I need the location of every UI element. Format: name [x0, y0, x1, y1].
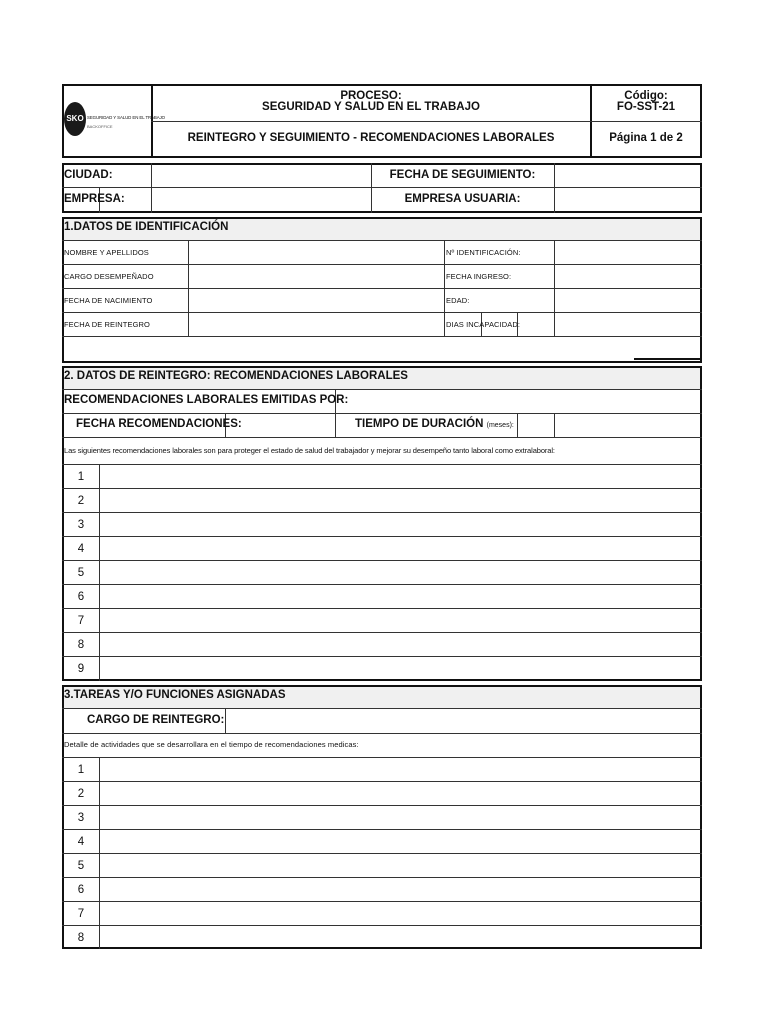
- section2-divider: [62, 413, 702, 414]
- section3-divider: [225, 708, 226, 733]
- signature-line: [634, 358, 700, 360]
- section1-divider: [62, 264, 702, 265]
- activity-row-field[interactable]: [100, 854, 700, 876]
- logo-text: SEGURIDAD Y SALUD EN EL TRABAJO: [87, 115, 165, 120]
- section1-table: [62, 217, 702, 363]
- activity-row-field[interactable]: [100, 806, 700, 828]
- tiempo-duracion-text: TIEMPO DE DURACIÓN: [355, 418, 484, 430]
- activity-row-number: 4: [77, 835, 85, 848]
- recommendation-row-field[interactable]: [100, 633, 700, 655]
- section2-divider: [62, 437, 702, 438]
- section2-title: 2. DATOS DE REINTEGRO: RECOMENDACIONES LABORALES: [64, 370, 408, 382]
- reintegro-label: FECHA DE REINTEGRO: [64, 320, 150, 329]
- recommendation-row-number: 5: [77, 566, 85, 579]
- general-divider: [151, 163, 152, 213]
- cargo-reintegro-label: CARGO DE REINTEGRO:: [87, 714, 225, 726]
- ingreso-label: FECHA INGRESO:: [446, 272, 512, 281]
- incapacidad-label: DIAS INCAPACIDAD:: [446, 320, 521, 329]
- codigo-value: FO-SST-21: [616, 101, 676, 113]
- codigo-label: Código:: [624, 90, 668, 102]
- recommendation-row-number: 8: [77, 638, 85, 651]
- section2-divider: [517, 413, 518, 437]
- recommendation-row-field[interactable]: [100, 465, 700, 487]
- recommendation-row-number: 3: [77, 518, 85, 531]
- activity-row-field[interactable]: [100, 758, 700, 780]
- general-divider: [554, 163, 555, 213]
- section1-divider: [444, 240, 445, 336]
- nacimiento-label: FECHA DE NACIMIENTO: [64, 296, 153, 305]
- logo-subtext: BACKOFFICE: [87, 124, 113, 129]
- form-title: REINTEGRO Y SEGUIMIENTO - RECOMENDACIONES LABORALES: [187, 132, 555, 144]
- general-divider: [62, 187, 702, 188]
- recommendation-row-field[interactable]: [100, 609, 700, 631]
- recommendation-row-field[interactable]: [100, 489, 700, 511]
- fecha-recomendaciones-label: FECHA RECOMENDACIONES:: [76, 418, 242, 430]
- activity-row-field[interactable]: [100, 878, 700, 900]
- recommendation-row-number: 6: [77, 590, 85, 603]
- section2-divider: [62, 389, 702, 390]
- recommendations-intro: Las siguientes recomendaciones laborales son para proteger el estado de salud del trabajador y mejorar su desempeño tanto laboral como extralaboral:: [64, 446, 555, 455]
- section3-title: 3.TAREAS Y/O FUNCIONES ASIGNADAS: [64, 689, 286, 701]
- section1-divider: [62, 288, 702, 289]
- section2-divider: [554, 413, 555, 437]
- activity-row-number: 1: [77, 763, 85, 776]
- activity-row-field[interactable]: [100, 926, 700, 948]
- activity-row-number: 6: [77, 883, 85, 896]
- section1-divider: [188, 240, 189, 336]
- proceso-value: SEGURIDAD Y SALUD EN EL TRABAJO: [262, 101, 480, 113]
- recommendation-row-field[interactable]: [100, 585, 700, 607]
- ciudad-label: CIUDAD:: [64, 169, 113, 181]
- activity-row-number: 2: [77, 787, 85, 800]
- proceso-label: PROCESO:: [340, 90, 402, 102]
- activity-row-number: 5: [77, 859, 85, 872]
- recommendation-row-number: 1: [77, 470, 85, 483]
- section3-divider: [62, 733, 702, 734]
- emitidas-label: RECOMENDACIONES LABORALES EMITIDAS POR:: [64, 394, 349, 406]
- empresa-label: EMPRESA:: [64, 193, 125, 205]
- recommendation-row-number: 9: [77, 662, 85, 675]
- recommendation-row-field[interactable]: [100, 561, 700, 583]
- section1-divider: [62, 336, 702, 337]
- page-number: Página 1 de 2: [609, 132, 683, 144]
- fecha-seguimiento-label: FECHA DE SEGUIMIENTO:: [389, 169, 536, 181]
- activity-row-field[interactable]: [100, 830, 700, 852]
- cargo-label: CARGO DESEMPEÑADO: [64, 272, 154, 281]
- header-divider: [151, 121, 702, 122]
- activities-intro: Detalle de actividades que se desarrollara en el tiempo de recomendaciones medicas:: [64, 740, 359, 749]
- activity-row-number: 7: [77, 907, 85, 920]
- recommendation-row-field[interactable]: [100, 657, 700, 679]
- section1-divider: [62, 312, 702, 313]
- recommendation-row-number: 7: [77, 614, 85, 627]
- activity-row-field[interactable]: [100, 902, 700, 924]
- section1-divider: [554, 240, 555, 336]
- edad-label: EDAD:: [446, 296, 470, 305]
- activity-row-number: 3: [77, 811, 85, 824]
- identificacion-label: Nº IDENTIFICACIÓN:: [446, 248, 521, 257]
- nombre-label: NOMBRE Y APELLIDOS: [64, 248, 149, 257]
- meses-unit: (meses):: [486, 422, 514, 429]
- section1-divider: [62, 240, 702, 241]
- section1-title: 1.DATOS DE IDENTIFICACIÓN: [64, 221, 229, 233]
- section3-divider: [62, 708, 702, 709]
- recommendation-row-number: 2: [77, 494, 85, 507]
- recommendation-row-field[interactable]: [100, 537, 700, 559]
- activity-row-number: 8: [77, 931, 85, 944]
- activity-row-field[interactable]: [100, 782, 700, 804]
- company-logo: [64, 100, 165, 140]
- logo-mark: SKO: [64, 102, 86, 136]
- recommendation-row-number: 4: [77, 542, 85, 555]
- recommendation-row-field[interactable]: [100, 513, 700, 535]
- tiempo-duracion-label: [355, 419, 514, 431]
- empresa-usuaria-label: EMPRESA USUARIA:: [404, 193, 521, 205]
